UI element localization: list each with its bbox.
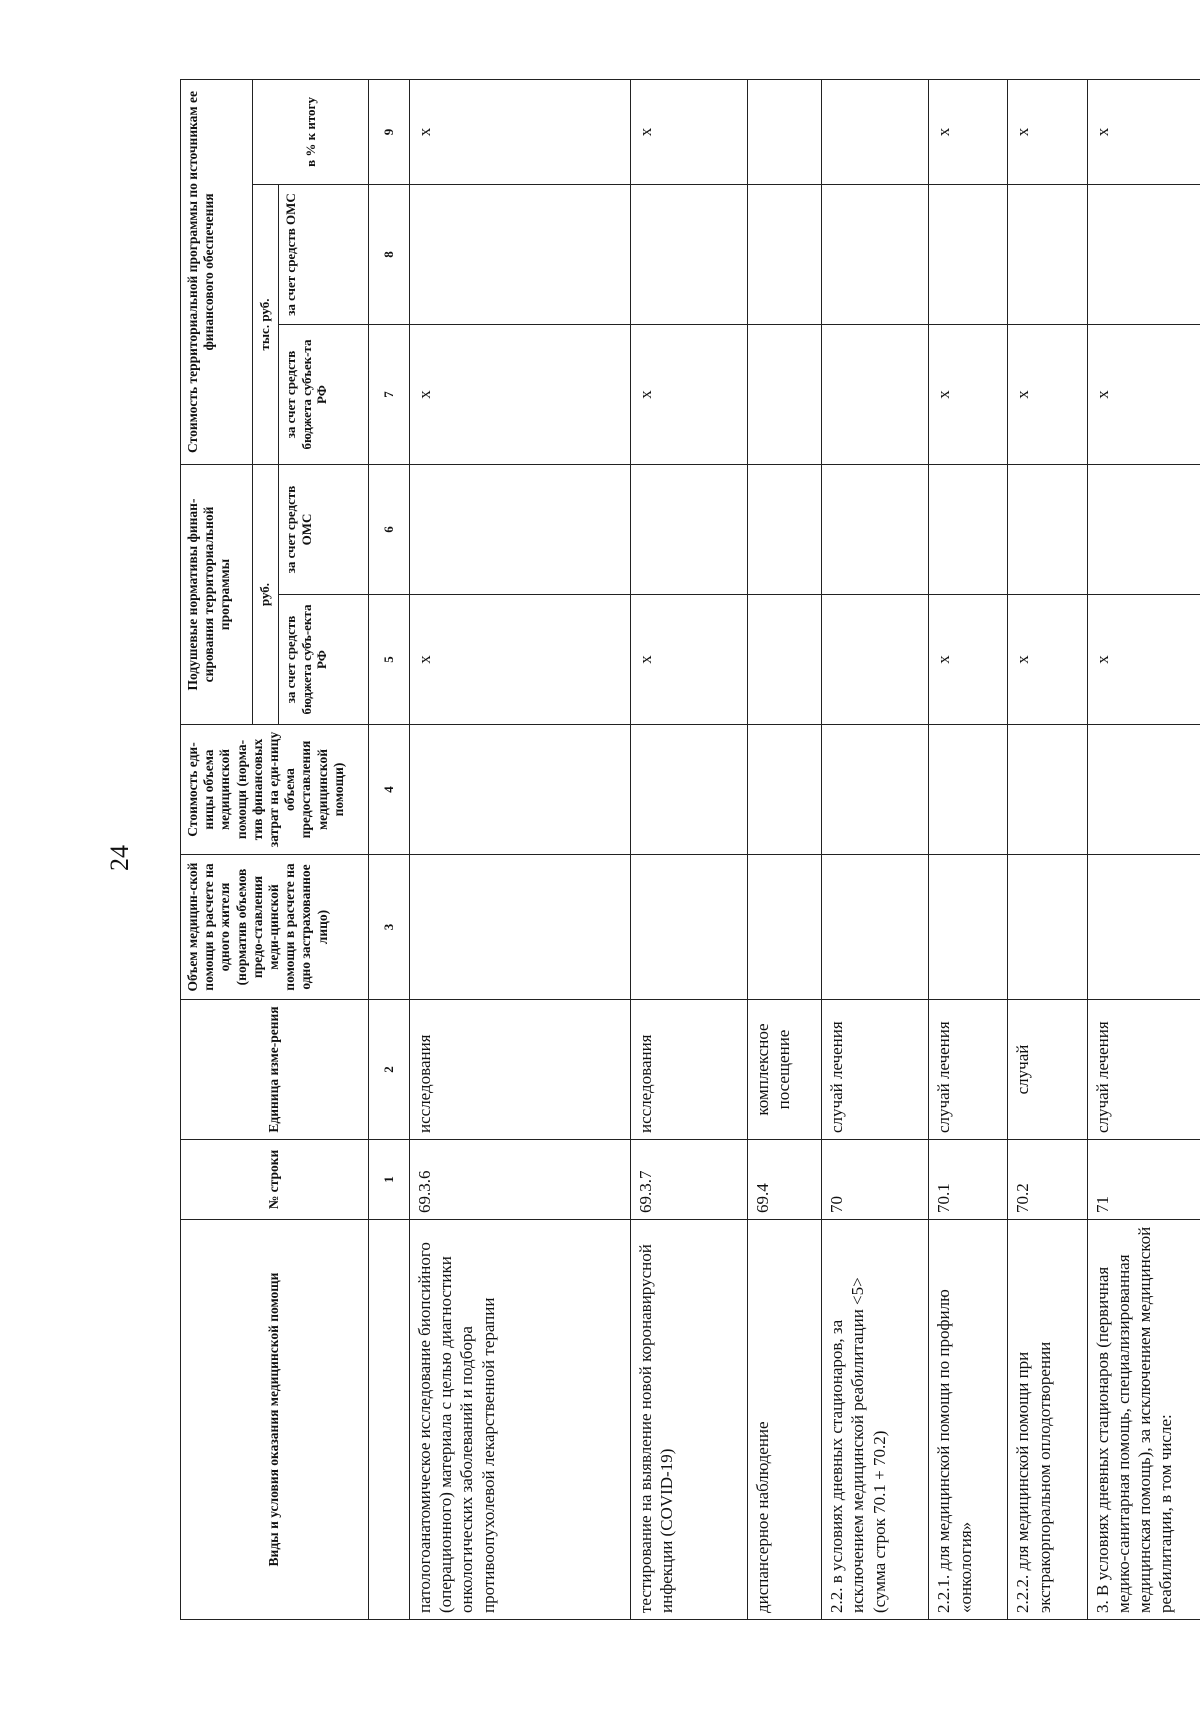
row-cost [1008, 725, 1087, 855]
row-per-capita-oms [409, 465, 630, 595]
column-index: 2 [369, 1000, 410, 1140]
column-index: 8 [369, 185, 410, 325]
row-percent [747, 79, 822, 184]
row-cost-oms [822, 185, 929, 325]
row-name: патологоанатомическое исследование биопсийного (операционного) материала с целью диагностики онкологических заболеваний и подбора противоопухолевой лекарственной терапии [409, 1220, 630, 1620]
table-row [631, 79, 747, 1619]
row-cost [409, 725, 630, 855]
row-cost-budget: х [1008, 325, 1087, 465]
row-cost [631, 725, 747, 855]
row-per-capita-budget [747, 595, 822, 725]
column-index: 6 [369, 465, 410, 595]
row-number: 69.3.7 [631, 1140, 747, 1220]
row-per-capita-oms [929, 465, 1008, 595]
row-volume [747, 855, 822, 1000]
row-unit: случай лечения [1087, 1000, 1200, 1140]
header-per-capita: Подушевые нормативы финан-сирования территориальной программы [181, 465, 253, 725]
row-percent: х [631, 79, 747, 184]
header-per-capita-unit: руб. [253, 465, 279, 725]
row-unit: случай лечения [822, 1000, 929, 1140]
row-unit: случай [1008, 1000, 1087, 1140]
header-budget-cost: Стоимость территориальной программы по источникам ее финансового обеспечения [181, 79, 253, 464]
table-row [1008, 79, 1087, 1619]
row-name: 2.2.2. для медицинской помощи при экстракорпоральном оплодотворении [1008, 1220, 1087, 1620]
row-per-capita-oms [822, 465, 929, 595]
header-budget-unit: тыс. руб. [253, 185, 279, 465]
header-percent: в % к итогу [253, 79, 369, 184]
column-index: 5 [369, 595, 410, 725]
row-cost-oms [929, 185, 1008, 325]
table-row [822, 79, 929, 1619]
row-per-capita-budget: х [631, 595, 747, 725]
page-number: 24 [105, 845, 134, 871]
header-src-oms-8: за счет средств ОМС [279, 185, 369, 325]
row-cost-oms [409, 185, 630, 325]
row-name: 2.2.1. для медицинской помощи по профилю «онкология» [929, 1220, 1008, 1620]
row-percent: х [1087, 79, 1200, 184]
row-cost-budget: х [1087, 325, 1200, 465]
column-index: 3 [369, 855, 410, 1000]
row-percent: х [929, 79, 1008, 184]
row-cost-budget: х [929, 325, 1008, 465]
header-types: Виды и условия оказания медицинской помощи [181, 1220, 369, 1620]
row-per-capita-oms [1008, 465, 1087, 595]
table-container [180, 80, 1200, 1620]
table-row [409, 79, 630, 1619]
row-per-capita-oms [747, 465, 822, 595]
row-per-capita-budget: х [1008, 595, 1087, 725]
row-cost [822, 725, 929, 855]
row-percent [822, 79, 929, 184]
row-number: 69.3.6 [409, 1140, 630, 1220]
table-row [747, 79, 822, 1619]
row-cost [929, 725, 1008, 855]
row-volume [631, 855, 747, 1000]
row-name: 2.2. в условиях дневных стационаров, за исключением медицинской реабилитации <5> (сумма строк 70.1 + 70.2) [822, 1220, 929, 1620]
row-volume [1008, 855, 1087, 1000]
row-per-capita-budget: х [409, 595, 630, 725]
header-src-budget-5: за счет средств бюджета субъ-екта РФ [279, 595, 369, 725]
row-number: 70.2 [1008, 1140, 1087, 1220]
row-name: диспансерное наблюдение [747, 1220, 822, 1620]
row-per-capita-oms [1087, 465, 1200, 595]
column-index: 9 [369, 79, 410, 184]
row-cost-oms [1008, 185, 1087, 325]
row-per-capita-budget [822, 595, 929, 725]
header-volume: Объем медицин-ской помощи в расчете на одного жителя (норматив объемов предо-ставления меди-цинской помощи в расчете на одно застрахованное лицо) [181, 855, 369, 1000]
column-index-row [369, 79, 410, 1619]
row-unit: комплексное посещение [747, 1000, 822, 1140]
row-per-capita-oms [631, 465, 747, 595]
row-number: 71 [1087, 1140, 1200, 1220]
row-unit: исследования [631, 1000, 747, 1140]
row-cost [747, 725, 822, 855]
row-percent: х [1008, 79, 1087, 184]
row-cost [1087, 725, 1200, 855]
row-unit: исследования [409, 1000, 630, 1140]
row-number: 70.1 [929, 1140, 1008, 1220]
column-index-empty [369, 1220, 410, 1620]
rotated-table [180, 80, 1200, 1620]
row-per-capita-budget: х [1087, 595, 1200, 725]
row-volume [409, 855, 630, 1000]
row-percent: х [409, 79, 630, 184]
row-cost-budget [822, 325, 929, 465]
header-unit: Единица изме-рения [181, 1000, 369, 1140]
row-cost-budget: х [409, 325, 630, 465]
row-name: тестирование на выявление новой коронавирусной инфекции (COVID-19) [631, 1220, 747, 1620]
row-cost-oms [747, 185, 822, 325]
column-index: 4 [369, 725, 410, 855]
header-cost: Стоимость еди-ницы объема медицинской помощи (норма-тив финансовых затрат на еди-ницу объема предоставления медицинской помощи) [181, 725, 369, 855]
row-volume [822, 855, 929, 1000]
row-unit: случай лечения [929, 1000, 1008, 1140]
header-row-no: № строки [181, 1140, 369, 1220]
row-cost-budget: х [631, 325, 747, 465]
row-cost-budget [747, 325, 822, 465]
header-src-oms-6: за счет средств ОМС [279, 465, 369, 595]
row-volume [1087, 855, 1200, 1000]
header-src-budget-7: за счет средств бюджета субъек-та РФ [279, 325, 369, 465]
column-index: 1 [369, 1140, 410, 1220]
column-index: 7 [369, 325, 410, 465]
row-per-capita-budget: х [929, 595, 1008, 725]
row-number: 70 [822, 1140, 929, 1220]
table-row [929, 79, 1008, 1619]
report-table [180, 79, 1200, 1620]
row-name: 3. В условиях дневных стационаров (первичная медико-санитарная помощь, специализированная медицинская помощь), за исключением медицинской реабилитации, в том числе: [1087, 1220, 1200, 1620]
table-row [1087, 79, 1200, 1619]
row-volume [929, 855, 1008, 1000]
row-cost-oms [631, 185, 747, 325]
row-cost-oms [1087, 185, 1200, 325]
row-number: 69.4 [747, 1140, 822, 1220]
